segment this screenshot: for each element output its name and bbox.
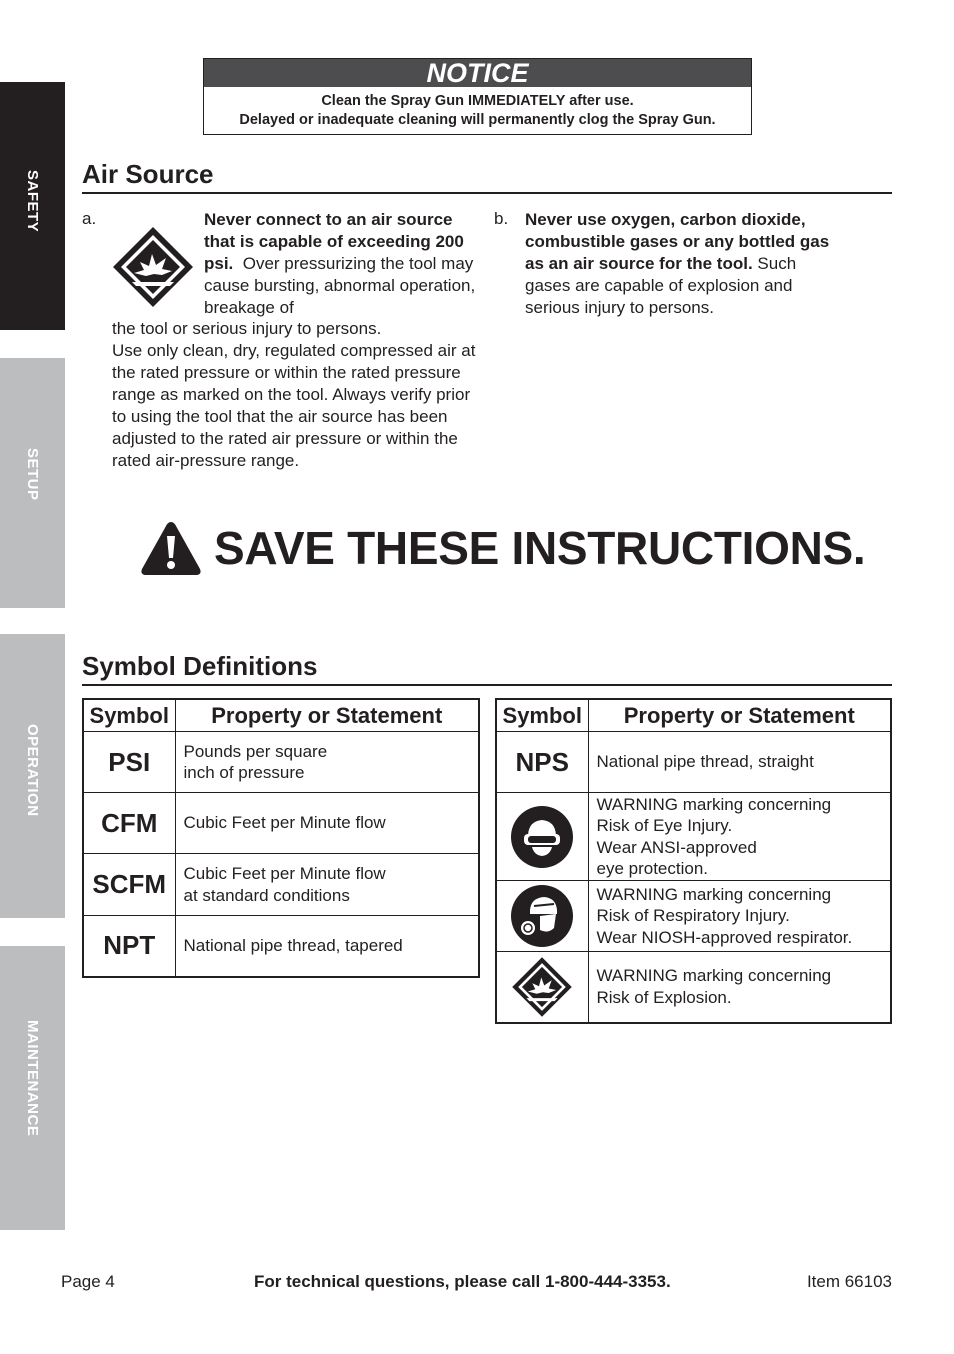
property-cell xyxy=(175,854,479,916)
page-number: Page 4 xyxy=(61,1272,115,1291)
tab-maintenance[interactable] xyxy=(0,946,65,1230)
tab-operation-label: OPERATION xyxy=(24,724,41,817)
symbol-cell: PSI xyxy=(83,732,175,793)
property-line: Wear NIOSH-approved respirator. xyxy=(596,927,853,947)
item-number: Item 66103 xyxy=(806,1272,892,1291)
table-row xyxy=(496,881,891,952)
item-a-bold: Never connect to an air source that is capable of exceeding 200 psi. xyxy=(204,210,464,273)
item-a-text-bottom: the tool or serious injury to persons. xyxy=(112,319,382,338)
symbol-cell: NPT xyxy=(83,916,175,977)
save-instructions-text: SAVE THESE INSTRUCTIONS. xyxy=(214,522,866,574)
symbol-cell xyxy=(496,881,588,952)
column-header-property: Property or Statement xyxy=(175,699,479,732)
symbol-table-left xyxy=(82,698,480,978)
tab-operation[interactable] xyxy=(0,634,65,918)
table-row xyxy=(83,854,479,916)
item-b-label: b. xyxy=(494,209,509,228)
table-header-row xyxy=(83,699,479,732)
column-header-symbol: Symbol xyxy=(83,699,175,732)
tab-setup-label: SETUP xyxy=(24,448,41,501)
table-row xyxy=(83,793,479,854)
item-b-bold: Never use oxygen, carbon dioxide, combustible gases or any bottled gas as an air source for the tool. xyxy=(525,210,830,273)
property-line: Cubic Feet per Minute flow xyxy=(183,864,386,883)
column-header-symbol: Symbol xyxy=(496,699,588,732)
explosion-icon xyxy=(510,955,574,1019)
property-line: Risk of Respiratory Injury. xyxy=(596,906,790,926)
tab-safety[interactable] xyxy=(0,82,65,330)
property-cell xyxy=(588,881,891,952)
table-row xyxy=(496,732,891,793)
property-line: Pounds per square xyxy=(183,741,328,761)
save-instructions-banner xyxy=(140,520,865,576)
symbol-cell: CFM xyxy=(83,793,175,854)
property-cell xyxy=(588,952,891,1023)
table-row xyxy=(83,732,479,793)
notice-line-1: Clean the Spray Gun IMMEDIATELY after use. xyxy=(321,93,634,109)
property-cell xyxy=(175,793,479,854)
symbol-cell: NPS xyxy=(496,732,588,793)
property-cell xyxy=(175,916,479,977)
table-row xyxy=(496,793,891,881)
tab-setup[interactable] xyxy=(0,358,65,608)
property-line: WARNING marking concerning xyxy=(596,794,832,814)
item-b-text-body: Such gases are capable of explosion and serious injury to persons. xyxy=(525,254,797,317)
item-a-text-bottom-2: Use only clean, dry, regulated compressed air at the rated pressure or within the rated pressure range as marked on the tool. Always verify prior to using the tool that the air source has been adjusted to the rated air pressure or within the rated air-pressure range. xyxy=(112,341,476,470)
item-a-bottom-text xyxy=(112,318,492,472)
notice-title: NOTICE xyxy=(204,59,751,87)
property-cell xyxy=(588,793,891,881)
symbol-cell xyxy=(496,952,588,1023)
property-line: Wear ANSI-approved xyxy=(596,837,757,857)
property-line: inch of pressure xyxy=(183,763,305,782)
symbol-table-right xyxy=(495,698,892,1024)
explosion-icon xyxy=(110,224,196,310)
warning-triangle-icon xyxy=(140,520,202,576)
property-line: WARNING marking concerning xyxy=(596,966,832,986)
property-line: National pipe thread, tapered xyxy=(183,936,403,955)
eye-protection-icon xyxy=(510,805,574,869)
property-cell xyxy=(588,732,891,793)
property-cell xyxy=(175,732,479,793)
item-a-text-top: Over pressurizing the tool may cause bursting, abnormal operation, breakage of xyxy=(204,254,476,317)
item-a-top-text xyxy=(204,209,484,319)
respirator-icon xyxy=(510,884,574,948)
item-b-text xyxy=(525,209,835,319)
column-header-property: Property or Statement xyxy=(588,699,891,732)
air-source-heading: Air Source xyxy=(82,159,892,194)
property-line: National pipe thread, straight xyxy=(596,752,814,772)
property-line: Risk of Explosion. xyxy=(596,987,732,1007)
property-line: eye protection. xyxy=(596,859,709,878)
tab-maintenance-label: MAINTENANCE xyxy=(24,1020,41,1137)
property-line: WARNING marking concerning xyxy=(596,884,832,904)
table-row xyxy=(83,916,479,977)
property-line: Risk of Eye Injury. xyxy=(596,816,733,835)
symbol-cell: SCFM xyxy=(83,854,175,916)
table-row xyxy=(496,952,891,1023)
notice-line-2: Delayed or inadequate cleaning will permanently clog the Spray Gun. xyxy=(239,112,716,128)
notice-body xyxy=(204,87,751,130)
property-line: at standard conditions xyxy=(183,885,350,905)
tab-safety-label: SAFETY xyxy=(24,170,41,233)
table-header-row xyxy=(496,699,891,732)
tech-support-line: For technical questions, please call 1-800-444-3353. xyxy=(254,1272,671,1291)
symbol-cell xyxy=(496,793,588,881)
notice-box xyxy=(203,58,752,135)
symbol-definitions-heading: Symbol Definitions xyxy=(82,651,892,686)
property-line: Cubic Feet per Minute flow xyxy=(183,813,386,833)
item-a-label: a. xyxy=(82,209,97,228)
